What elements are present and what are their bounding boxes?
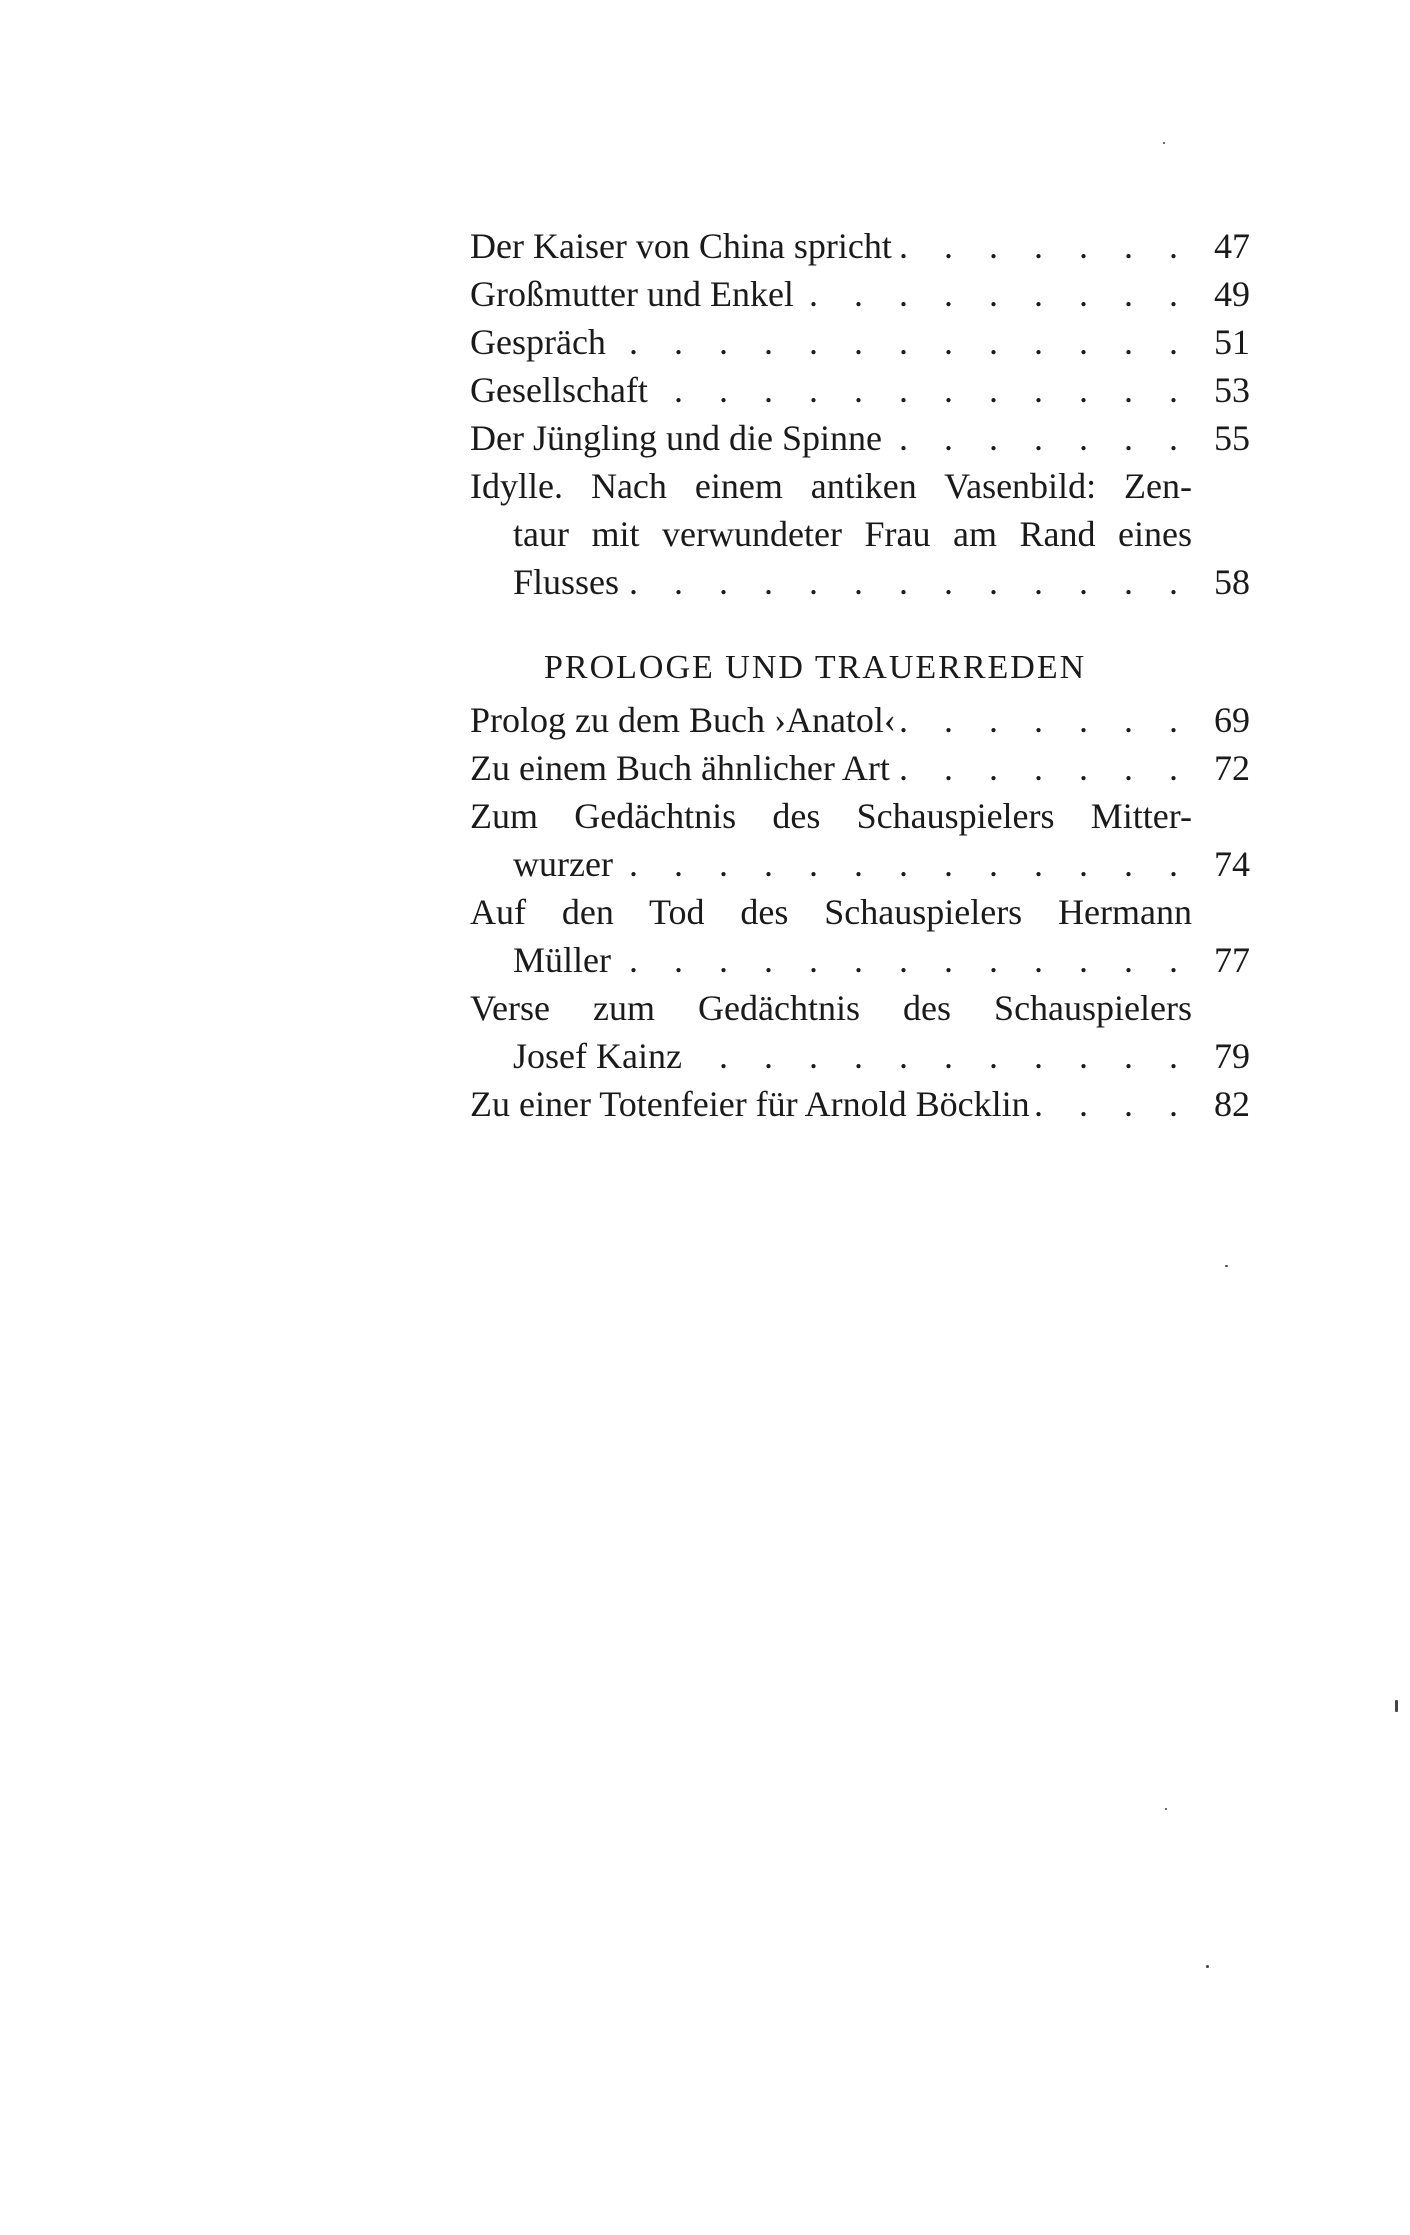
dot-leader [892, 222, 1192, 270]
dot-leader [890, 744, 1192, 792]
toc-entry-title: wurzer [513, 844, 613, 884]
toc-page-number: 49 [1214, 274, 1250, 314]
toc-page-number: 53 [1214, 370, 1250, 410]
toc-entry-title: Auf den Tod des Schauspielers Hermann [470, 892, 1192, 932]
scan-speck [1165, 1808, 1167, 1810]
table-of-contents [470, 222, 1250, 1128]
dot-leader [648, 366, 1192, 414]
toc-entry-title: taur mit verwundeter Frau am Rand eines [513, 514, 1192, 554]
toc-page-number: 82 [1214, 1084, 1250, 1124]
toc-page-number: 69 [1214, 700, 1250, 740]
section-heading: PROLOGE UND TRAUERREDEN [544, 649, 1087, 686]
toc-page-number: 79 [1214, 1036, 1250, 1076]
toc-entry-line [470, 414, 1250, 462]
toc-entry-line [470, 936, 1250, 984]
toc-entry-title: Verse zum Gedächtnis des Schauspielers [470, 988, 1192, 1028]
toc-entry-title: Flusses [513, 562, 620, 602]
toc-page-number: 72 [1214, 748, 1250, 788]
dot-leader [1030, 1080, 1192, 1128]
dot-leader [611, 936, 1192, 984]
toc-entry-line [470, 462, 1250, 510]
toc-page-number: 47 [1214, 226, 1250, 266]
dot-leader [682, 1032, 1192, 1080]
toc-entry-title: Zu einem Buch ähnlicher Art [470, 748, 890, 788]
dot-leader [882, 414, 1192, 462]
toc-entry-line [470, 1080, 1250, 1128]
toc-entry-line [470, 366, 1250, 414]
toc-entry-line [470, 558, 1250, 606]
toc-entry-line [470, 510, 1250, 558]
toc-entry-title: Idylle. Nach einem antiken Vasenbild: Zen- [470, 466, 1192, 506]
toc-entry-title: Prolog zu dem Buch ›Anatol‹ [470, 700, 896, 740]
toc-entry-title: Der Jüngling und die Spinne [470, 418, 882, 458]
toc-entry-title: Gespräch [470, 322, 606, 362]
toc-entry-line [470, 840, 1250, 888]
toc-entry-line [470, 984, 1250, 1032]
toc-entry-title: Zum Gedächtnis des Schauspielers Mitter- [470, 796, 1192, 836]
toc-entry-line [470, 222, 1250, 270]
toc-entry-line [470, 888, 1250, 936]
toc-page-number: 77 [1214, 940, 1250, 980]
toc-entry-line [470, 270, 1250, 318]
toc-entry-line [470, 1032, 1250, 1080]
toc-page-number: 58 [1214, 562, 1250, 602]
scan-speck [1225, 1265, 1228, 1267]
toc-entry-title: Zu einer Totenfeier für Arnold Böcklin [470, 1084, 1030, 1124]
toc-entry-title: Gesellschaft [470, 370, 648, 410]
scan-speck [1395, 1700, 1398, 1712]
dot-leader [606, 318, 1192, 366]
toc-page-number: 55 [1214, 418, 1250, 458]
toc-page-number: 51 [1214, 322, 1250, 362]
dot-leader [896, 696, 1192, 744]
scan-speck [1163, 142, 1165, 144]
toc-entry-line [470, 792, 1250, 840]
toc-page-number: 74 [1214, 844, 1250, 884]
toc-entry-line [470, 318, 1250, 366]
toc-entry-title: Josef Kainz [513, 1036, 682, 1076]
toc-entry-title: Müller [513, 940, 611, 980]
dot-leader [794, 270, 1192, 318]
toc-entry-title: Großmutter und Enkel [470, 274, 794, 314]
toc-entry-line [470, 744, 1250, 792]
dot-leader [619, 558, 1192, 606]
scan-speck [1206, 1965, 1209, 1968]
toc-entry-line [470, 696, 1250, 744]
dot-leader [613, 840, 1192, 888]
toc-entry-title: Der Kaiser von China spricht [470, 226, 892, 266]
